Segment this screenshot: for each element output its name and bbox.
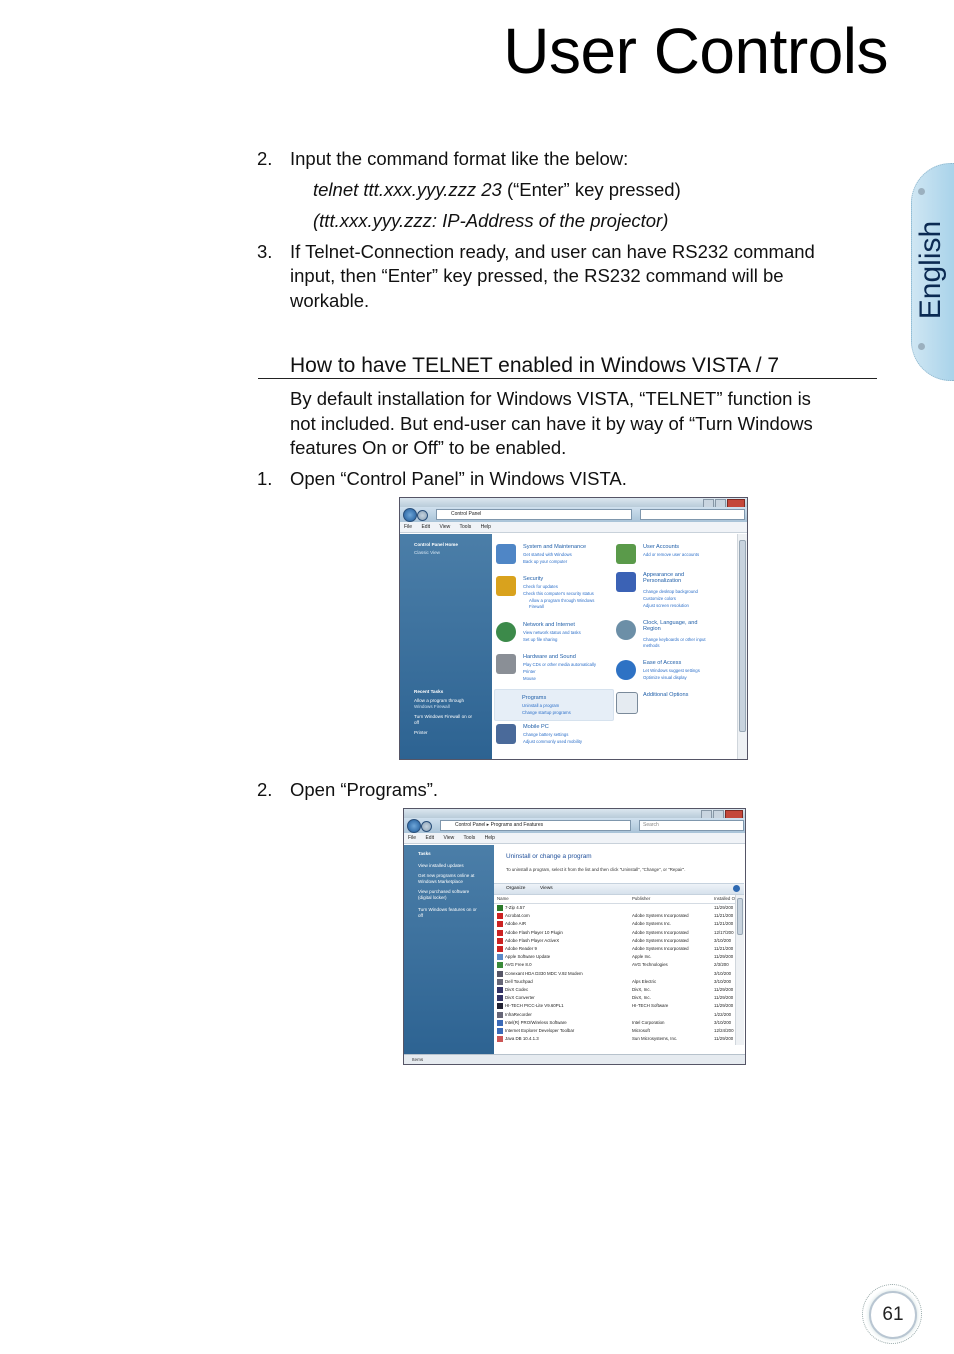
- cat-ease-link-1[interactable]: Let Windows suggest settings: [643, 668, 700, 673]
- program-name: AVG Free 8.0: [505, 962, 532, 968]
- cp-title-bar: [400, 498, 747, 507]
- cat-clock-link-1[interactable]: Change keyboards or other input: [643, 637, 706, 642]
- recent-task-1[interactable]: Allow a program through: [414, 698, 465, 703]
- task-get-programs-2[interactable]: Windows Marketplace: [418, 879, 463, 884]
- program-installed-date: 2/3/200: [714, 962, 729, 968]
- open-cp-number: 1.: [257, 468, 273, 489]
- cat-network-link-1[interactable]: View network status and tasks: [523, 630, 581, 635]
- task-windows-features[interactable]: Turn Windows features on or: [418, 907, 477, 912]
- cp-main: [492, 534, 737, 759]
- pf-sidebar: [404, 845, 494, 1055]
- program-row[interactable]: [494, 953, 735, 961]
- cat-clock[interactable]: [616, 620, 734, 650]
- program-row[interactable]: [494, 994, 735, 1002]
- program-installed-date: 11/29/200: [714, 905, 734, 910]
- forward-icon[interactable]: [421, 821, 432, 832]
- program-installed-date: 1/22/200: [714, 1011, 732, 1017]
- program-name: HI-TECH PICC-Lite V9.60PL1: [505, 1003, 564, 1009]
- shield-icon: [496, 576, 516, 596]
- program-icon: [497, 995, 503, 1001]
- cat-hardware-link-1[interactable]: Play CDs or other media automatically: [523, 662, 597, 667]
- task-purchased-2[interactable]: (digital locker): [418, 895, 447, 900]
- tasks-label: Tasks: [418, 851, 431, 856]
- language-tab-label-wrap: [914, 215, 947, 325]
- cat-clock-link-2[interactable]: methods: [643, 643, 660, 648]
- recent-tasks-label: Recent Tasks: [414, 689, 444, 694]
- cat-ease-title[interactable]: Ease of Access: [643, 660, 682, 666]
- network-icon: [496, 622, 516, 642]
- page-number: 61: [869, 1291, 917, 1339]
- program-icon: [497, 1028, 503, 1034]
- program-row[interactable]: [494, 1002, 735, 1010]
- cp-address-field[interactable]: Control Panel: [436, 509, 632, 520]
- program-publisher: Adobe Systems Incorporated: [632, 937, 689, 943]
- cat-network[interactable]: [496, 622, 614, 648]
- laptop-icon: [496, 724, 516, 744]
- program-name: DivX Converter: [505, 995, 535, 1001]
- program-name: InfraRecorder: [505, 1011, 532, 1017]
- program-installed-date: 11/29/200: [714, 995, 734, 1001]
- cp-classic-view-link[interactable]: Classic View: [414, 550, 440, 555]
- program-row[interactable]: [494, 945, 735, 953]
- cp-sidebar: [400, 534, 492, 759]
- printer-icon: [496, 654, 516, 674]
- cat-system-link-2[interactable]: Back up your computer: [523, 559, 568, 564]
- program-icon: [497, 1020, 503, 1026]
- telnet-enter-note: (“Enter” key pressed): [501, 179, 681, 200]
- cp-scroll-thumb[interactable]: [739, 540, 746, 732]
- pf-title-bar: [404, 809, 745, 818]
- program-publisher: AVG Technologies: [632, 962, 668, 968]
- users-icon: [616, 544, 636, 564]
- menu-help[interactable]: Help: [484, 835, 495, 841]
- program-installed-date: 11/21/200: [714, 921, 734, 927]
- program-icon: [497, 1012, 503, 1018]
- program-installed-date: 11/21/200: [714, 946, 734, 951]
- cat-hardware-link-2[interactable]: Printer: [523, 669, 536, 674]
- program-publisher: Adobe Systems Incorporated: [632, 946, 689, 951]
- recent-task-2b[interactable]: off: [414, 720, 420, 725]
- appearance-icon: [616, 572, 636, 592]
- task-get-programs[interactable]: Get new programs online at: [418, 873, 475, 878]
- cat-ease-of-access[interactable]: [616, 660, 734, 686]
- program-icon: [497, 962, 503, 968]
- cat-appearance-title[interactable]: Appearance and Personalization: [643, 572, 685, 584]
- program-icon: [497, 1003, 503, 1009]
- cp-scrollbar[interactable]: [737, 534, 747, 759]
- program-icon: [497, 1036, 503, 1042]
- menu-file[interactable]: File: [408, 835, 417, 841]
- cat-user-accounts[interactable]: [616, 544, 734, 570]
- program-name: DivX Codec: [505, 987, 529, 992]
- cat-security-link-2[interactable]: Check this computer's security status: [523, 591, 594, 596]
- pf-scroll-thumb[interactable]: [737, 898, 743, 935]
- pf-column-header: [494, 895, 735, 904]
- page-title: User Controls: [503, 15, 888, 87]
- program-row[interactable]: [494, 904, 735, 912]
- program-icon: [497, 979, 503, 985]
- cat-ease-link-2[interactable]: Optimize visual display: [643, 675, 687, 680]
- task-windows-features-2[interactable]: off: [418, 913, 424, 918]
- program-installed-date: 11/29/200: [714, 954, 734, 960]
- program-publisher: Adobe Systems Inc.: [632, 921, 672, 927]
- step-3-line-3: workable.: [290, 290, 370, 311]
- cat-security-link-4[interactable]: Firewall: [529, 604, 544, 609]
- program-name: Java DB 10.4.1.3: [505, 1036, 539, 1042]
- cp-menu-bar: [400, 522, 747, 533]
- col-publisher[interactable]: Publisher: [632, 896, 651, 901]
- program-name: Adobe Reader 9: [505, 946, 537, 951]
- program-row[interactable]: [494, 986, 735, 994]
- program-publisher: Adobe Systems Incorporated: [632, 929, 689, 935]
- pf-heading: Uninstall or change a program: [506, 853, 592, 860]
- status-text: Items: [412, 1057, 424, 1062]
- telnet-command-line: [313, 178, 681, 203]
- program-name: Adobe Flash Player ActiveX: [505, 937, 560, 943]
- col-name[interactable]: Name: [497, 896, 509, 901]
- program-name: Dell Touchpad: [505, 978, 533, 984]
- cat-security-link-1[interactable]: Check for updates: [523, 584, 558, 589]
- heading-underline: [258, 378, 877, 379]
- program-name: 7-Zip 4.57: [505, 905, 525, 910]
- program-installed-date: 12/17/200: [714, 929, 734, 935]
- program-icon: [497, 954, 503, 960]
- menu-edit[interactable]: Edit: [421, 524, 431, 530]
- program-publisher: Sun Microsystems, Inc.: [632, 1036, 678, 1042]
- recent-task-3[interactable]: Printer: [414, 730, 428, 735]
- cat-appearance[interactable]: [616, 572, 734, 608]
- program-name: Conexant HDA D330 MDC V.92 Modem: [505, 970, 583, 976]
- program-row[interactable]: [494, 970, 735, 978]
- accessibility-icon: [616, 660, 636, 680]
- cat-additional-title[interactable]: Additional Options: [643, 692, 689, 698]
- programs-icon: [498, 694, 518, 714]
- cat-mobile-link-2[interactable]: Adjust commonly used mobility: [523, 739, 582, 744]
- program-row[interactable]: [494, 978, 735, 986]
- open-programs-text: Open “Programs”.: [290, 779, 439, 800]
- pf-toolbar: [494, 883, 744, 895]
- menu-help[interactable]: Help: [480, 524, 491, 530]
- program-row[interactable]: [494, 1019, 735, 1027]
- cat-programs[interactable]: [494, 689, 614, 721]
- cat-network-title[interactable]: Network and Internet: [523, 622, 575, 628]
- program-icon: [497, 921, 503, 927]
- program-installed-date: 11/21/200: [714, 913, 734, 919]
- program-icon: [497, 946, 503, 952]
- program-publisher: Adobe Systems Incorporated: [632, 913, 689, 919]
- options-icon: [616, 692, 638, 714]
- back-icon[interactable]: [403, 508, 417, 522]
- program-installed-date: 3/10/200: [714, 1019, 732, 1025]
- program-icon: [497, 938, 503, 944]
- program-row[interactable]: [494, 937, 735, 945]
- program-publisher: Intel Corporation: [632, 1019, 665, 1025]
- program-installed-date: 3/10/200: [714, 937, 732, 943]
- cp-home-link[interactable]: Control Panel Home: [414, 542, 458, 547]
- program-icon: [497, 971, 503, 977]
- cat-users-link-1[interactable]: Add or remove user accounts: [643, 552, 700, 557]
- cat-users-title[interactable]: User Accounts: [643, 544, 680, 550]
- cat-programs-link-1[interactable]: Uninstall a program: [522, 703, 560, 708]
- cat-network-link-2[interactable]: Set up file sharing: [523, 637, 558, 642]
- forward-icon[interactable]: [417, 510, 428, 521]
- program-icon: [497, 905, 503, 911]
- cp-address-bar: [400, 507, 747, 522]
- program-row[interactable]: [494, 1027, 735, 1035]
- recent-task-2[interactable]: Turn Windows Firewall on or: [414, 714, 473, 719]
- help-icon[interactable]: [733, 885, 740, 892]
- program-name: Acrobat.com: [505, 913, 530, 919]
- organize-button[interactable]: Organize: [506, 886, 526, 891]
- program-name: Intel(R) PRO/Wireless Software: [505, 1019, 567, 1025]
- program-name: Adobe Flash Player 10 Plugin: [505, 929, 563, 935]
- program-installed-date: 12/24/200: [714, 1028, 734, 1033]
- cat-additional[interactable]: [616, 692, 734, 718]
- clock-icon: [616, 620, 636, 640]
- program-publisher: DivX, Inc.: [632, 995, 651, 1001]
- telnet-command: telnet ttt.xxx.yyy.zzz 23: [313, 179, 502, 200]
- cat-programs-title[interactable]: Programs: [522, 695, 547, 701]
- program-publisher: Apple Inc.: [632, 954, 652, 960]
- program-icon: [497, 987, 503, 993]
- intro-line-1: By default installation for Windows VISTA, “TELNET” function is: [290, 388, 811, 409]
- step-3-number: 3.: [257, 241, 273, 262]
- back-icon[interactable]: [407, 819, 421, 833]
- control-panel-screenshot: [399, 497, 748, 760]
- cat-appearance-link-3[interactable]: Adjust screen resolution: [643, 603, 689, 608]
- recent-task-1b[interactable]: Windows Firewall: [414, 704, 450, 709]
- tab-dot-bottom: [918, 343, 925, 350]
- program-row[interactable]: [494, 929, 735, 937]
- program-publisher: Microsoft: [632, 1028, 650, 1033]
- menu-view[interactable]: View: [439, 524, 451, 530]
- intro-line-3: features On or Off” to be enabled.: [290, 437, 567, 458]
- cat-clock-title[interactable]: Clock, Language, and Region: [643, 620, 698, 632]
- program-installed-date: 11/29/200: [714, 1036, 734, 1042]
- telnet-ip-note: (ttt.xxx.yyy.zzz: IP-Address of the projector): [313, 210, 669, 231]
- cat-hardware-link-3[interactable]: Mouse: [523, 676, 536, 681]
- cat-mobile-link-1[interactable]: Change battery settings: [523, 732, 569, 737]
- step-2-text: Input the command format like the below:: [290, 148, 629, 169]
- menu-tools[interactable]: Tools: [463, 835, 476, 841]
- program-name: Internet Explorer Developer Toolbar: [505, 1028, 575, 1033]
- cat-system[interactable]: [496, 544, 614, 570]
- program-installed-date: 11/29/200: [714, 987, 734, 992]
- task-installed-updates[interactable]: View installed updates: [418, 863, 464, 868]
- pf-menu-bar: [404, 833, 745, 844]
- program-installed-date: 3/10/200: [714, 978, 732, 984]
- cp-search-field[interactable]: [640, 509, 745, 520]
- cat-security[interactable]: [496, 576, 614, 612]
- program-publisher: HI-TECH Software: [632, 1003, 669, 1009]
- menu-edit[interactable]: Edit: [425, 835, 435, 841]
- program-name: Adobe AIR: [505, 921, 526, 927]
- cat-system-link-1[interactable]: Get started with Windows: [523, 552, 572, 557]
- col-installed[interactable]: Installed O: [714, 896, 735, 901]
- cat-system-title[interactable]: System and Maintenance: [523, 544, 587, 550]
- cat-security-link-3[interactable]: Allow a program through Windows: [529, 598, 595, 603]
- intro-line-2: not included. But end-user can have it by way of “Turn Windows: [290, 413, 813, 434]
- pf-search-field[interactable]: Search: [639, 820, 744, 831]
- pf-main: [494, 845, 744, 1055]
- views-button[interactable]: Views: [540, 886, 553, 891]
- cat-security-title[interactable]: Security: [523, 576, 544, 582]
- task-purchased[interactable]: View purchased software: [418, 889, 470, 894]
- section-heading: How to have TELNET enabled in Windows VISTA / 7: [290, 354, 780, 377]
- cat-appearance-link-1[interactable]: Change desktop background: [643, 589, 698, 594]
- program-publisher: Alps Electric: [632, 978, 657, 984]
- cat-hardware[interactable]: [496, 654, 614, 686]
- pf-scrollbar[interactable]: [735, 895, 744, 1045]
- pf-address-bar: [404, 818, 745, 833]
- pf-address-field[interactable]: Control Panel ▸ Programs and Features: [440, 820, 631, 831]
- program-publisher: DivX, Inc.: [632, 987, 651, 992]
- pf-status-bar: [404, 1054, 745, 1064]
- menu-tools[interactable]: Tools: [459, 524, 472, 530]
- step-3-line-1: If Telnet-Connection ready, and user can have RS232 command: [290, 241, 815, 262]
- open-programs-number: 2.: [257, 779, 273, 800]
- program-row[interactable]: [494, 912, 735, 920]
- program-row[interactable]: [494, 961, 735, 969]
- program-icon: [497, 930, 503, 936]
- program-row[interactable]: [494, 920, 735, 928]
- step-2-number: 2.: [257, 148, 273, 169]
- cat-mobile-title[interactable]: Mobile PC: [523, 724, 549, 730]
- program-icon: [497, 913, 503, 919]
- menu-file[interactable]: File: [404, 524, 413, 530]
- tab-dot-top: [918, 188, 925, 195]
- system-icon: [496, 544, 516, 564]
- cat-programs-link-2[interactable]: Change startup programs: [522, 710, 571, 715]
- program-installed-date: 3/10/200: [714, 970, 732, 976]
- step-3-line-2: input, then “Enter” key pressed, the RS232 command will be: [290, 265, 784, 286]
- cat-appearance-link-2[interactable]: Customize colors: [643, 596, 676, 601]
- program-installed-date: 11/29/200: [714, 1003, 734, 1009]
- open-cp-text: Open “Control Panel” in Windows VISTA.: [290, 468, 627, 489]
- menu-view[interactable]: View: [443, 835, 455, 841]
- program-name: Apple Software Update: [505, 954, 551, 960]
- cat-hardware-title[interactable]: Hardware and Sound: [523, 654, 576, 660]
- program-row[interactable]: [494, 1035, 735, 1043]
- programs-screenshot: [403, 808, 746, 1065]
- program-row[interactable]: [494, 1011, 735, 1019]
- language-tab-label: English: [914, 220, 947, 320]
- cat-mobile[interactable]: [496, 724, 614, 750]
- pf-program-list: [494, 904, 735, 1044]
- pf-description: To uninstall a program, select it from the list and then click "Uninstall", "Change", or "Repair".: [506, 867, 686, 872]
